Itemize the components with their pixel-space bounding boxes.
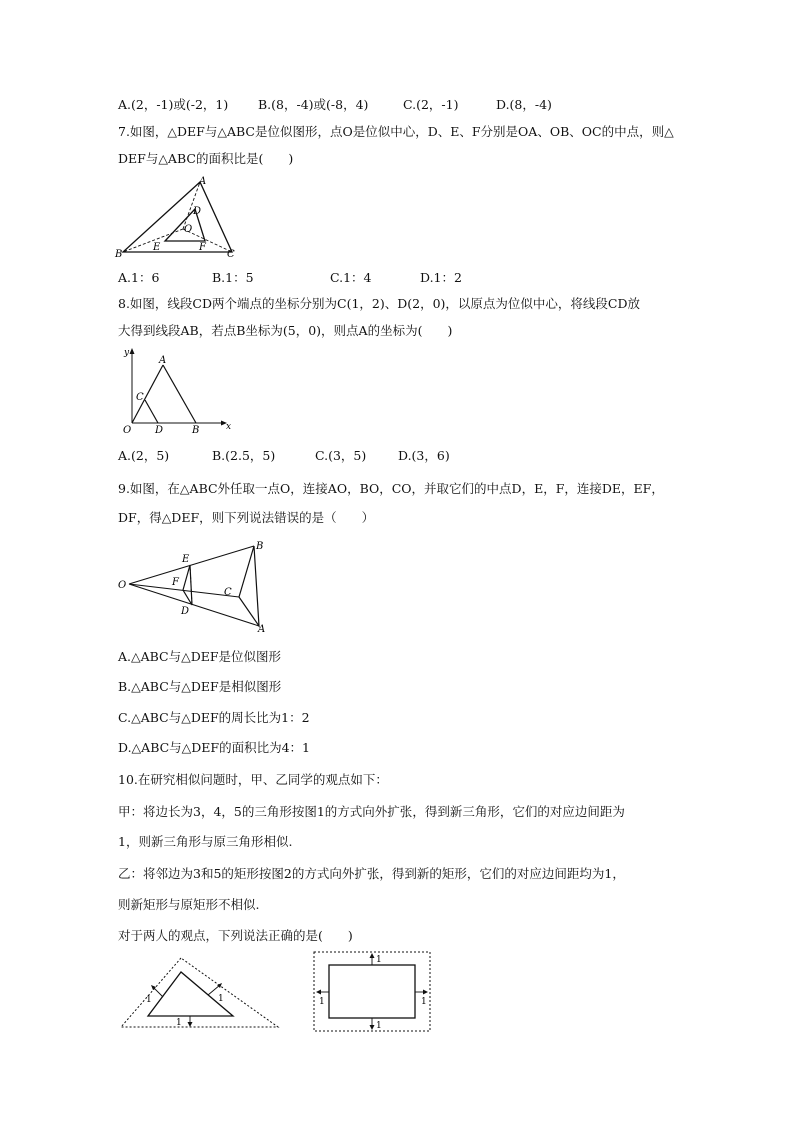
q9-label-e: E: [182, 554, 190, 565]
q9-figure: [115, 535, 275, 635]
q8-stem-line1: 8.如图，线段CD两个端点的坐标分别为C(1，2)、D(2，0)，以原点为位似中心，将线段CD放: [118, 296, 641, 311]
q9-option-b: B.△ABC与△DEF是相似图形: [118, 679, 282, 694]
q8-figure: [118, 345, 238, 435]
q7-option-d: D.1：2: [420, 270, 462, 285]
q8-option-a: A.(2，5): [118, 448, 170, 463]
q7-label-o: O: [184, 224, 193, 235]
q7-option-a: A.1：6: [118, 270, 160, 285]
q9-label-f: F: [172, 577, 179, 588]
q10-fig1-label-bottom: 1: [176, 1018, 182, 1028]
q6-option-d: D.(8，-4): [496, 97, 552, 112]
q6-option-c: C.(2，-1): [403, 97, 459, 112]
q10-stem-line1: 10.在研究相似问题时，甲、乙同学的观点如下：: [118, 772, 388, 787]
q7-label-a: A: [199, 176, 207, 187]
q10-stem-line2: 甲：将边长为3，4，5的三角形按图1的方式向外扩张，得到新三角形，它们的对应边间距为: [118, 804, 625, 819]
q8-label-c: C: [136, 392, 144, 403]
q7-label-f: F: [199, 242, 206, 253]
q10-figure-2: [313, 951, 433, 1033]
q7-label-b: B: [115, 249, 123, 260]
q9-option-c: C.△ABC与△DEF的周长比为1：2: [118, 710, 310, 725]
q7-option-c: C.1：4: [330, 270, 372, 285]
q10-fig2-label-left: 1: [319, 997, 325, 1007]
q9-label-o: O: [118, 580, 127, 591]
q7-label-c: C: [227, 249, 235, 260]
q8-stem-line2: 大得到线段AB，若点B坐标为(5，0)，则点A的坐标为( ): [118, 323, 453, 338]
q9-label-d: D: [181, 606, 190, 617]
q10-fig1-label-left: 1: [146, 995, 152, 1005]
q10-fig2-label-bottom: 1: [376, 1021, 382, 1031]
q9-stem-line1: 9.如图，在△ABC外任取一点O，连接AO，BO，CO，并取它们的中点D，E，F，连接DE，EF，: [118, 481, 664, 496]
q8-option-c: C.(3，5): [315, 448, 367, 463]
q9-stem-line2: DF，得△DEF，则下列说法错误的是（ ）: [118, 510, 375, 525]
q10-stem-line3: 1，则新三角形与原三角形相似.: [118, 834, 293, 849]
q7-stem-line2: DEF与△ABC的面积比是( ): [118, 151, 294, 166]
q9-option-d: D.△ABC与△DEF的面积比为4：1: [118, 740, 311, 755]
q8-label-y: y: [124, 348, 130, 358]
q8-label-a: A: [159, 355, 167, 366]
q7-label-d: D: [193, 206, 202, 217]
q8-label-b: B: [192, 425, 200, 436]
q6-option-a: A.(2，-1)或(-2，1): [118, 97, 229, 112]
q9-label-a: A: [258, 624, 266, 635]
q8-label-o: O: [123, 425, 132, 436]
q9-label-b: B: [256, 541, 264, 552]
q10-figure-1: [118, 955, 283, 1033]
q6-option-b: B.(8，-4)或(-8，4): [258, 97, 369, 112]
q9-label-c: C: [224, 587, 232, 598]
q10-fig2-label-right: 1: [421, 997, 427, 1007]
q9-option-a: A.△ABC与△DEF是位似图形: [118, 649, 282, 664]
q8-label-x: x: [226, 422, 232, 432]
q8-option-d: D.(3，6): [398, 448, 450, 463]
q7-option-b: B.1：5: [212, 270, 254, 285]
q7-stem-line1: 7.如图，△DEF与△ABC是位似图形，点O是位似中心，D、E、F分别是OA、OB、OC的中点，则△: [118, 124, 674, 139]
q10-stem-line5: 则新矩形与原矩形不相似.: [118, 897, 260, 912]
q7-label-e: E: [153, 242, 161, 253]
q8-label-d: D: [155, 425, 164, 436]
q8-option-b: B.(2.5，5): [212, 448, 276, 463]
q10-stem-line4: 乙：将邻边为3和5的矩形按图2的方式向外扩张，得到新的矩形，它们的对应边间距均为1，: [118, 866, 625, 881]
q10-fig2-label-top: 1: [376, 955, 382, 965]
q10-fig1-label-right: 1: [218, 994, 224, 1004]
q10-stem-line6: 对于两人的观点，下列说法正确的是( ): [118, 928, 353, 943]
q7-figure: [115, 175, 240, 260]
